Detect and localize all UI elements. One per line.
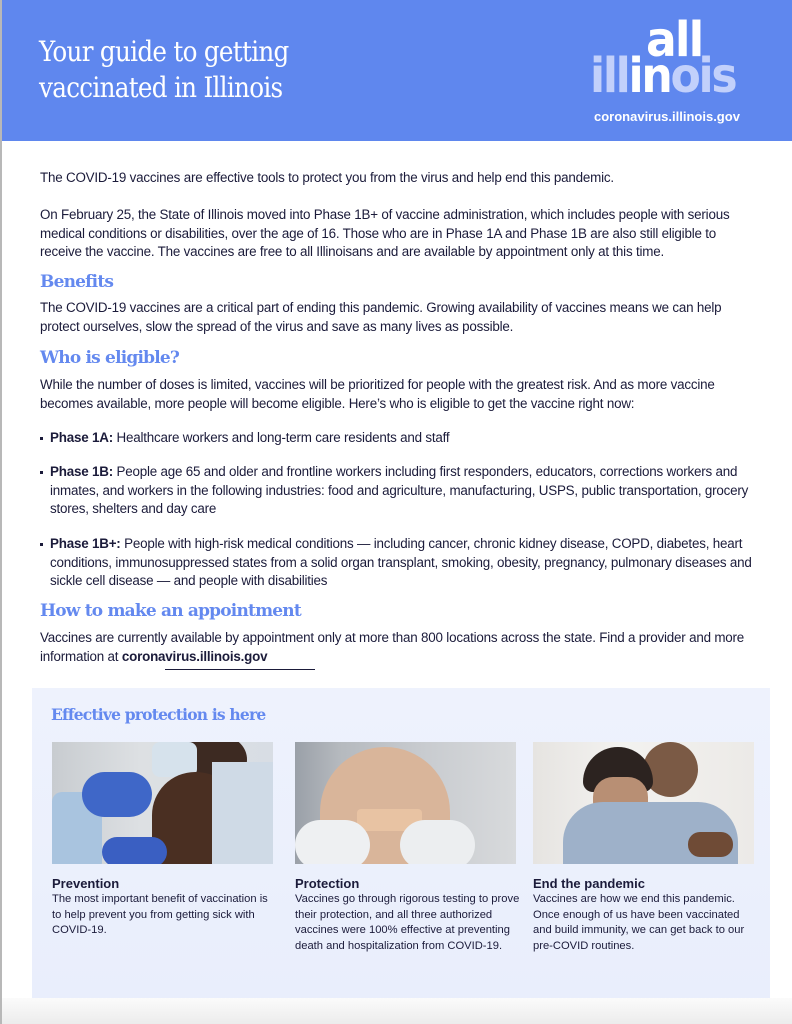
link-underline [165,669,315,670]
intro-paragraph-2: On February 25, the State of Illinois moved into Phase 1B+ of vaccine administration, which includes people with serious medical conditions or disabilities, over the age of 16. Those who are in Phase 1A and Phase 1B are also still eligible to receive the vaccine. The vaccines are free to all Illinoisans and are available by appointment only at this time. [40,207,730,259]
benefits-heading: Benefits [40,272,114,292]
appointment-heading: How to make an appointment [40,601,301,621]
logo-illinois-text [590,48,736,104]
card-prevention [52,742,274,939]
phase-1b-item [40,463,770,519]
logo-all-text: all [646,12,703,68]
phase-label: Phase 1A: [50,430,113,445]
benefits-text: The COVID-19 vaccines are a critical part of ending this pandemic. Growing availability of vaccines means we can help protect ourselves, slow the spread of the virus and save as many lives as possible. [40,300,722,334]
eligibility-heading: Who is eligible? [40,348,180,368]
phase-1a-item [40,429,770,448]
bullet-icon [40,437,43,440]
card-protection [295,742,520,954]
card-text: Vaccines are how we end this pandemic. Once enough of us have been vaccinated and build immunity, we can get back to our pre-COVID routines. [533,893,745,952]
phase-text: Healthcare workers and long-term care residents and staff [112,430,450,445]
page-bottom-edge [2,998,792,1024]
card-text: Vaccines go through rigorous testing to prove their protection, and all three authorized vaccines were 100% effective at preventing death and hospitalization from COVID-19. [295,893,520,952]
logo-part-ois: ois [670,48,736,104]
phase-text: People age 65 and older and frontline workers including first responders, educators, corrections workers and inmates, and workers in the following industries: food and agriculture, manufacturing, USPS, public transportation, grocery stores, shelters and day care [50,464,749,516]
intro-paragraph-1: The COVID-19 vaccines are effective tools to protect you from the virus and help end this pandemic. [40,170,614,185]
eligibility-text: While the number of doses is limited, vaccines will be prioritized for people with the greatest risk. And as more vaccine becomes available, more people will become eligible. Here’s who is eligible to get the vaccine right now: [40,377,715,411]
bullet-icon [40,471,43,474]
appointment-text [40,629,760,666]
card-text: The most important benefit of vaccination is to help prevent you from getting sick with COVID-19. [52,893,268,936]
card-title: Prevention [52,876,120,891]
all-illinois-logo [590,12,750,104]
card-title: Protection [295,876,360,891]
provider-link[interactable]: coronavirus.illinois.gov [121,648,268,664]
page-title [39,34,338,106]
logo-part-in: in [628,48,671,104]
header-url-link[interactable]: coronavirus.illinois.gov [594,109,740,124]
logo-part-ill: ill [590,48,629,104]
protection-panel [32,688,770,998]
hug-photo [533,742,754,864]
bullet-icon [40,543,43,546]
vaccination-photo [52,742,273,864]
card-title: End the pandemic [533,876,645,891]
header-banner [2,0,792,141]
title-line-1: Your guide to getting [39,35,289,68]
phase-label: Phase 1B+: [50,536,121,551]
bandage-photo [295,742,516,864]
phase-text: People with high-risk medical conditions — including cancer, chronic kidney disease, COPD, diabetes, heart conditions, immunosuppressed states from a solid organ transplant, smoking, obesity, pregnancy, pulmonary diseases and sickle cell disease — and people with disabilities [50,536,752,588]
protection-heading: Effective protection is here [51,705,266,724]
phase-label: Phase 1B: [50,464,113,479]
title-line-2: vaccinated in Illinois [39,71,283,104]
appointment-body: Vaccines are currently available by appointment only at more than 800 locations across the state. Find a provider and more information at [40,630,745,664]
card-end-pandemic [533,742,755,954]
phase-1b-plus-item [40,535,770,591]
